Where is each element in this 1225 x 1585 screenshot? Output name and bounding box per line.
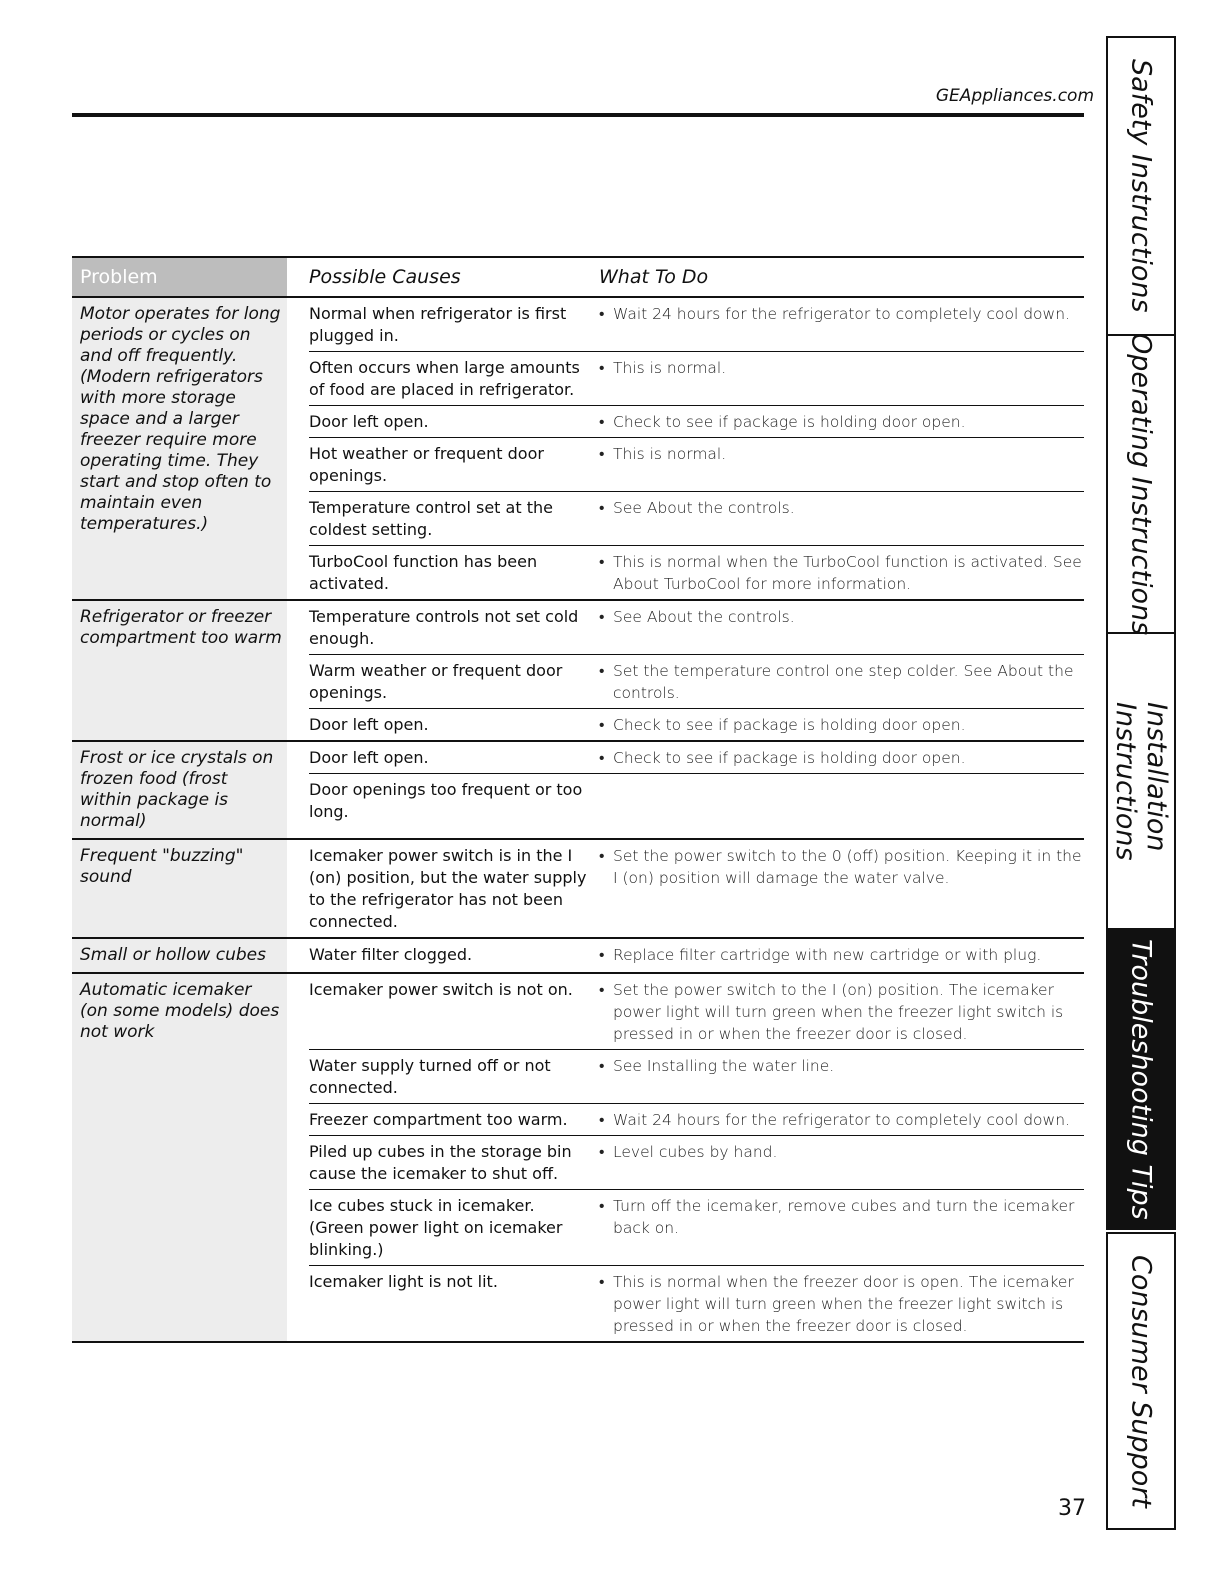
cause-rows <box>309 939 1084 972</box>
todo-cell <box>599 411 1084 433</box>
table-row <box>309 1266 1084 1341</box>
troubleshooting-table <box>72 256 1084 1343</box>
cause-text: Piled up cubes in the storage bin cause the icemaker to shut off. <box>309 1142 572 1183</box>
todo-text: This is normal. <box>613 445 727 463</box>
todo-cell <box>599 357 1084 401</box>
cause-text: Ice cubes stuck in icemaker. (Green power light on icemaker blinking.) <box>309 1196 563 1259</box>
todo-cell <box>599 606 1084 650</box>
problem-text: Automatic icemaker (on some models) does not work <box>72 974 287 1341</box>
table-row <box>309 939 1084 970</box>
table-row <box>309 601 1084 655</box>
table-row <box>309 974 1084 1050</box>
todo-text: See About the controls. <box>613 608 795 626</box>
cause-text: Normal when refrigerator is first plugged in. <box>309 304 567 345</box>
cause-text: Warm weather or frequent door openings. <box>309 661 563 702</box>
todo-text: Set the power switch to the 0 (off) position. Keeping it in the I (on) position will damage the water valve. <box>613 847 1082 887</box>
bullet-icon: • <box>599 1111 605 1129</box>
bullet-icon: • <box>599 749 605 767</box>
cause-text: Hot weather or frequent door openings. <box>309 444 544 485</box>
tab-label-group <box>1110 702 1172 861</box>
table-row <box>309 546 1084 599</box>
cause-text: Water supply turned off or not connected. <box>309 1056 551 1097</box>
bullet-icon: • <box>599 499 605 517</box>
todo-cell <box>599 714 1084 736</box>
table-row <box>309 438 1084 492</box>
problem-group <box>72 840 1084 939</box>
site-url: GEAppliances.com <box>935 86 1094 106</box>
todo-text: Level cubes by hand. <box>613 1143 778 1161</box>
todo-text: Check to see if package is holding door open. <box>613 749 966 767</box>
cause-rows <box>309 298 1084 599</box>
bullet-icon: • <box>599 445 605 463</box>
todo-cell <box>599 303 1084 347</box>
cause-rows <box>309 840 1084 937</box>
header-causes: Possible Causes <box>309 266 461 288</box>
todo-text: Turn off the icemaker, remove cubes and turn the icemaker back on. <box>613 1197 1075 1237</box>
todo-cell <box>599 747 1084 769</box>
cause-text: Door left open. <box>309 412 429 431</box>
tab-label: Installation <box>1141 701 1172 852</box>
table-row <box>309 709 1084 740</box>
todo-text: Set the temperature control one step colder. See About the controls. <box>613 662 1074 702</box>
tab-label: Safety Instructions <box>1125 59 1157 313</box>
table-row <box>309 298 1084 352</box>
cause-text: Icemaker light is not lit. <box>309 1272 498 1291</box>
bullet-icon: • <box>599 981 605 999</box>
table-row <box>309 1104 1084 1136</box>
header-todo: What To Do <box>599 266 709 288</box>
bullet-icon: • <box>599 305 605 323</box>
header-problem: Problem <box>72 258 287 296</box>
cause-rows <box>309 974 1084 1341</box>
cause-text: TurboCool function has been activated. <box>309 552 538 593</box>
bullet-icon: • <box>599 847 605 865</box>
problem-text: Small or hollow cubes <box>72 939 287 972</box>
bullet-icon: • <box>599 1143 605 1161</box>
todo-text: See Installing the water line. <box>613 1057 835 1075</box>
todo-cell <box>599 1109 1084 1131</box>
header-rule <box>72 113 1084 117</box>
tab-safety-instructions[interactable] <box>1106 36 1176 336</box>
cause-text: Freezer compartment too warm. <box>309 1110 568 1129</box>
bullet-icon: • <box>599 553 605 571</box>
tab-label: Instructions <box>1110 701 1141 861</box>
bullet-icon: • <box>599 662 605 680</box>
page-number: 37 <box>1058 1496 1086 1521</box>
todo-cell <box>599 443 1084 487</box>
todo-text: This is normal when the freezer door is open. The icemaker power light will turn green when the freezer light switch is pressed in or when the freezer door is closed. <box>613 1273 1074 1335</box>
cause-text: Temperature controls not set cold enough. <box>309 607 579 648</box>
todo-text: Check to see if package is holding door open. <box>613 716 966 734</box>
table-row <box>309 1136 1084 1190</box>
table-row <box>309 492 1084 546</box>
bullet-icon: • <box>599 1197 605 1215</box>
todo-cell <box>599 979 1084 1045</box>
todo-cell <box>599 1055 1084 1099</box>
problem-group <box>72 939 1084 974</box>
problem-text: Refrigerator or freezer compartment too warm <box>72 601 287 740</box>
tab-operating-instructions[interactable] <box>1106 334 1176 634</box>
bullet-icon: • <box>599 946 605 964</box>
table-header <box>72 256 1084 298</box>
todo-cell <box>599 1141 1084 1185</box>
todo-text: This is normal. <box>613 359 727 377</box>
problem-group <box>72 974 1084 1343</box>
problem-text: Motor operates for long periods or cycles on and off frequently. (Modern refrigerators with more storage space and a larger freezer require more operating time. They start and stop often to maintain even temperatures.) <box>72 298 287 599</box>
todo-cell <box>599 660 1084 704</box>
cause-text: Icemaker power switch is in the I (on) position, but the water supply to the refrigerator has not been connected. <box>309 846 587 931</box>
bullet-icon: • <box>599 608 605 626</box>
tab-installation-instructions[interactable] <box>1106 632 1176 930</box>
todo-cell <box>599 845 1084 933</box>
todo-cell <box>599 1271 1084 1337</box>
cause-text: Door left open. <box>309 748 429 767</box>
table-row <box>309 840 1084 937</box>
table-body <box>72 298 1084 1343</box>
cause-text: Water filter clogged. <box>309 945 473 964</box>
todo-text: This is normal when the TurboCool function is activated. See About TurboCool for more information. <box>613 553 1082 593</box>
bullet-icon: • <box>599 716 605 734</box>
problem-group <box>72 601 1084 742</box>
todo-text: Set the power switch to the I (on) position. The icemaker power light will turn green when the freezer light switch is pressed in or when the freezer door is closed. <box>613 981 1064 1043</box>
tab-label: Troubleshooting Tips <box>1125 938 1157 1220</box>
todo-cell <box>599 779 1084 823</box>
table-row <box>309 352 1084 406</box>
todo-cell <box>599 551 1084 595</box>
bullet-icon: • <box>599 1057 605 1075</box>
todo-text: Replace filter cartridge with new cartridge or with plug. <box>613 946 1042 964</box>
todo-cell <box>599 1195 1084 1261</box>
tab-troubleshooting-tips[interactable] <box>1106 928 1176 1230</box>
bullet-icon: • <box>599 1273 605 1291</box>
table-row <box>309 1050 1084 1104</box>
cause-rows <box>309 742 1084 838</box>
problem-group <box>72 742 1084 840</box>
table-row <box>309 742 1084 774</box>
cause-text: Temperature control set at the coldest setting. <box>309 498 553 539</box>
table-row <box>309 774 1084 827</box>
cause-text: Icemaker power switch is not on. <box>309 980 573 999</box>
bullet-icon: • <box>599 413 605 431</box>
tab-label: Consumer Support <box>1125 1254 1157 1508</box>
todo-cell <box>599 497 1084 541</box>
table-row <box>309 406 1084 438</box>
tab-label: Operating Instructions <box>1125 332 1157 636</box>
table-row <box>309 655 1084 709</box>
todo-text: See About the controls. <box>613 499 795 517</box>
cause-text: Often occurs when large amounts of food are placed in refrigerator. <box>309 358 580 399</box>
cause-text: Door openings too frequent or too long. <box>309 780 583 821</box>
table-row <box>309 1190 1084 1266</box>
problem-group <box>72 298 1084 601</box>
cause-text: Door left open. <box>309 715 429 734</box>
problem-text: Frequent "buzzing" sound <box>72 840 287 937</box>
tab-consumer-support[interactable] <box>1106 1232 1176 1530</box>
todo-cell <box>599 944 1084 966</box>
todo-text: Wait 24 hours for the refrigerator to completely cool down. <box>613 305 1070 323</box>
bullet-icon: • <box>599 359 605 377</box>
todo-text: Wait 24 hours for the refrigerator to completely cool down. <box>613 1111 1070 1129</box>
cause-rows <box>309 601 1084 740</box>
todo-text: Check to see if package is holding door open. <box>613 413 966 431</box>
problem-text: Frost or ice crystals on frozen food (frost within package is normal) <box>72 742 287 838</box>
